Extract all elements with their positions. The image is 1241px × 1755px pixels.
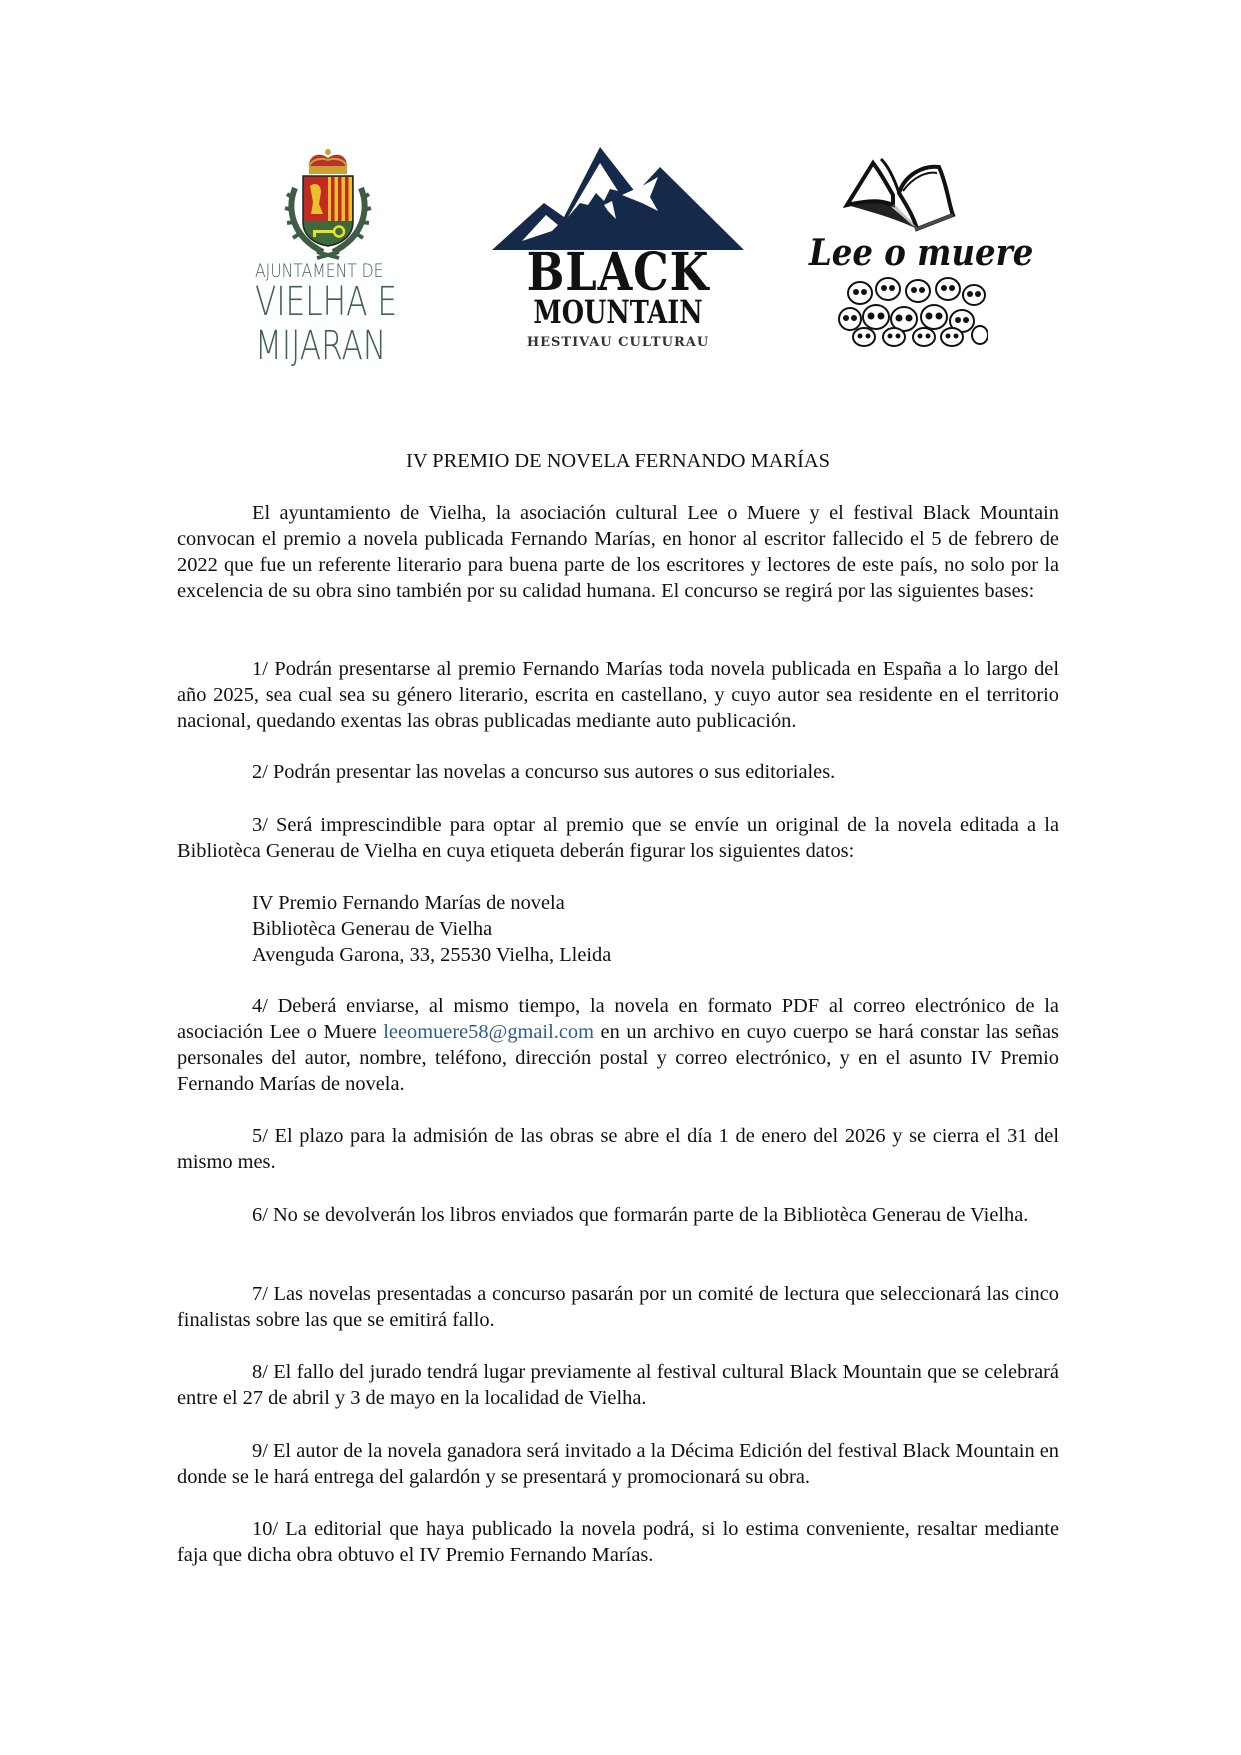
base-4-text-after: en un archivo en cuyo cuerpo se hará constar las señas personales del autor, nombre, teléfono, dirección postal y correo electrónico, y en el asunto IV Premio Fernando Marías de novela.	[177, 1021, 1059, 1095]
base-8: 8/ El fallo del jurado tendrá lugar previamente al festival cultural Black Mountain que se celebrará entre el 27 de abril y 3 de mayo en la localidad de Vielha.	[177, 1361, 1059, 1409]
base-1: 1/ Podrán presentarse al premio Fernando Marías toda novela publicada en España a lo largo del año 2025, sea cual sea su género literario, escrita en castellano, y cuyo autor sea residente en el territorio nacional, quedando exentas las obras publicadas mediante auto publicación.	[177, 658, 1059, 732]
intro-paragraph: El ayuntamiento de Vielha, la asociación cultural Lee o Muere y el festival Black Mountain convocan el premio a novela publicada Fernando Marías, en honor al escritor fallecido el 5 de febrero de 2022 que fue un referente literario para buena parte de los escritores y lectores de este país, no solo por la excelencia de su obra sino también por su calidad humana. El concurso se regirá por las siguientes bases:	[177, 502, 1059, 602]
base-3: 3/ Será imprescindible para optar al premio que se envíe un original de la novela editada a la Bibliotèca Generau de Vielha en cuya etiqueta deberán figurar los siguientes datos:	[177, 814, 1059, 862]
mountain-icon	[492, 145, 744, 255]
open-book-icon	[843, 155, 963, 235]
coat-of-arms-icon	[283, 148, 373, 260]
base-5: 5/ El plazo para la admisión de las obras se abre el día 1 de enero del 2026 y se cierra el 31 del mismo mes.	[177, 1125, 1059, 1173]
base-10: 10/ La editorial que haya publicado la novela podrá, si lo estima conveniente, resaltar mediante faja que dicha obra obtuvo el IV Premio Fernando Marías.	[177, 1518, 1059, 1566]
skulls-icon	[838, 275, 988, 347]
vielha-logo-line3: MIJARAN	[255, 323, 387, 369]
black-mountain-logo	[492, 145, 744, 360]
black-mountain-line1: BLACK	[526, 242, 710, 303]
address-block	[252, 890, 611, 968]
vielha-logo-line1: AJUNTAMENT DE	[255, 260, 384, 282]
base-2: 2/ Podrán presentar las novelas a concurso sus autores o sus editoriales.	[252, 761, 836, 783]
address-line: IV Premio Fernando Marías de novela	[252, 892, 565, 914]
base-4-text-before: 4/ Deberá enviarse, al mismo tiempo, la novela en formato PDF al correo electrónico de la asociación Lee o Muere	[177, 995, 1059, 1043]
base-7: 7/ Las novelas presentadas a concurso pasarán por un comité de lectura que seleccionará las cinco finalistas sobre las que se emitirá fallo.	[177, 1283, 1059, 1331]
black-mountain-line3: HESTIVAU CULTURAU	[526, 335, 710, 350]
document-title: IV PREMIO DE NOVELA FERNANDO MARÍAS	[406, 450, 830, 472]
black-mountain-line2: MOUNTAIN	[533, 293, 703, 331]
base-9: 9/ El autor de la novela ganadora será invitado a la Décima Edición del festival Black Mountain en donde se le hará entrega del galardón y se presentará y promocionará su obra.	[177, 1440, 1059, 1488]
base-4	[177, 993, 1059, 1097]
base-6: 6/ No se devolverán los libros enviados que formarán parte de la Bibliotèca Generau de Vielha.	[252, 1204, 1029, 1226]
vielha-logo	[255, 148, 405, 373]
address-line: Avenguda Garona, 33, 25530 Vielha, Lleida	[252, 944, 612, 966]
lee-o-muere-text: Lee o muere	[809, 232, 1034, 274]
address-line: Bibliotèca Generau de Vielha	[252, 918, 493, 940]
logo-header	[0, 0, 1241, 380]
lee-o-muere-logo	[798, 155, 1034, 345]
vielha-logo-line2: VIELHA E	[255, 279, 398, 325]
email-link[interactable]: leeomuere58@gmail.com	[383, 1021, 594, 1043]
